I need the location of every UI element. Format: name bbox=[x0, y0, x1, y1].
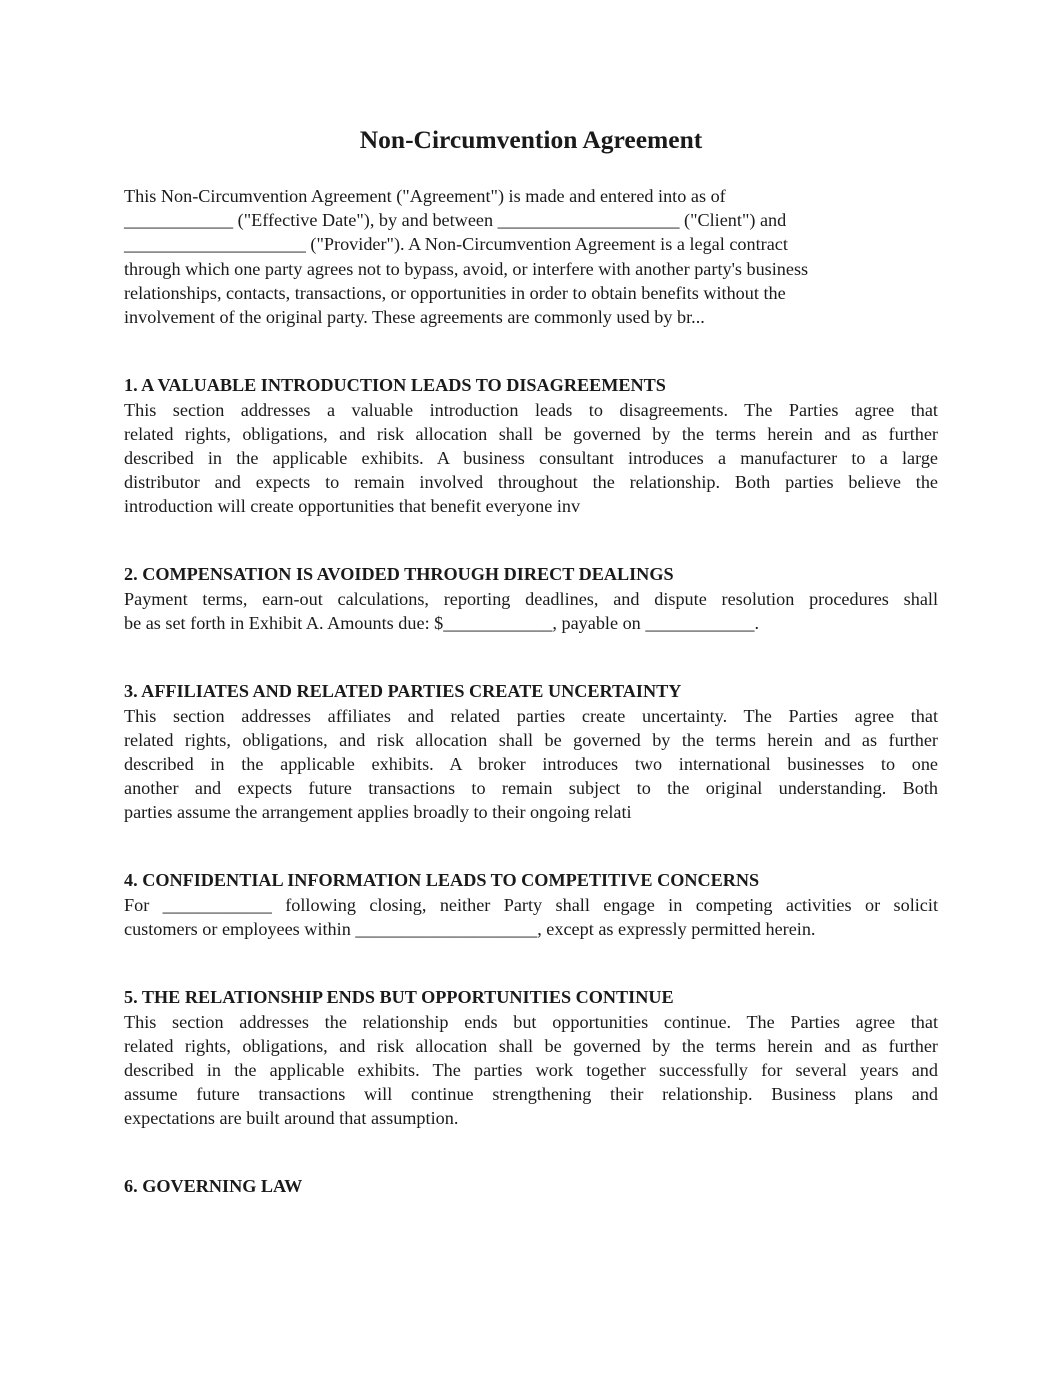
section-heading: 1. A VALUABLE INTRODUCTION LEADS TO DISAGREEMENTS bbox=[124, 375, 666, 396]
section-4 bbox=[124, 868, 938, 941]
section-6 bbox=[124, 1174, 938, 1198]
section-line: This section addresses affiliates and related parties create uncertainty. The Parties agree that bbox=[124, 706, 938, 727]
section-body bbox=[124, 704, 938, 824]
section-body bbox=[124, 893, 938, 941]
section-line: assume future transactions will continue strengthening their relationship. Business plans and bbox=[124, 1084, 938, 1105]
section-heading: 4. CONFIDENTIAL INFORMATION LEADS TO COMPETITIVE CONCERNS bbox=[124, 870, 760, 891]
section-line: be as set forth in Exhibit A. Amounts due: $____________, payable on ____________. bbox=[124, 613, 759, 634]
section-line: related rights, obligations, and risk allocation shall be governed by the terms herein and as further bbox=[124, 1036, 938, 1057]
section-line: distributor and expects to remain involved throughout the relationship. Both parties believe the bbox=[124, 472, 938, 493]
section-line: expectations are built around that assumption. bbox=[124, 1108, 459, 1129]
intro-line: involvement of the original party. These agreements are commonly used by br... bbox=[124, 307, 705, 328]
section-line: This section addresses a valuable introduction leads to disagreements. The Parties agree that bbox=[124, 400, 938, 421]
document-title: Non-Circumvention Agreement bbox=[359, 125, 703, 154]
intro-line: ____________________ ("Provider"). A Non-Circumvention Agreement is a legal contract bbox=[124, 234, 788, 255]
section-heading: 5. THE RELATIONSHIP ENDS BUT OPPORTUNITIES CONTINUE bbox=[124, 987, 674, 1008]
section-body bbox=[124, 398, 938, 518]
intro-line: ____________ ("Effective Date"), by and between ____________________ ("Client") and bbox=[124, 210, 787, 231]
section-line: related rights, obligations, and risk allocation shall be governed by the terms herein and as further bbox=[124, 730, 938, 751]
section-body bbox=[124, 587, 938, 635]
section-line: introduction will create opportunities that benefit everyone inv bbox=[124, 496, 581, 517]
intro-line: through which one party agrees not to bypass, avoid, or interfere with another party's business bbox=[124, 258, 809, 279]
section-heading: 6. GOVERNING LAW bbox=[124, 1176, 303, 1197]
section-line: For ____________ following closing, neither Party shall engage in competing activities or solicit bbox=[124, 895, 938, 916]
section-line: customers or employees within ____________________, except as expressly permitted herein. bbox=[124, 919, 816, 940]
intro-line: This Non-Circumvention Agreement ("Agreement") is made and entered into as of bbox=[124, 186, 726, 206]
section-heading: 3. AFFILIATES AND RELATED PARTIES CREATE UNCERTAINTY bbox=[124, 681, 682, 702]
section-body bbox=[124, 1010, 938, 1130]
section-3 bbox=[124, 679, 938, 824]
section-line: This section addresses the relationship ends but opportunities continue. The Parties agree that bbox=[124, 1012, 938, 1033]
intro-line: relationships, contacts, transactions, or opportunities in order to obtain benefits without the bbox=[124, 282, 786, 303]
section-line: Payment terms, earn-out calculations, reporting deadlines, and dispute resolution procedures shall bbox=[124, 589, 938, 610]
section-line: described in the applicable exhibits. A broker introduces two international businesses to one bbox=[124, 754, 938, 775]
document-page bbox=[124, 120, 938, 1199]
section-line: another and expects future transactions to remain subject to the original understanding. Both bbox=[124, 778, 938, 799]
section-heading: 2. COMPENSATION IS AVOIDED THROUGH DIRECT DEALINGS bbox=[124, 564, 674, 585]
section-1 bbox=[124, 373, 938, 518]
section-line: described in the applicable exhibits. A business consultant introduces a manufacturer to a large bbox=[124, 448, 938, 469]
section-line: described in the applicable exhibits. The parties work together successfully for several years and bbox=[124, 1060, 938, 1081]
section-line: related rights, obligations, and risk allocation shall be governed by the terms herein and as further bbox=[124, 424, 938, 445]
intro-paragraph bbox=[124, 184, 938, 329]
section-2 bbox=[124, 562, 938, 635]
section-line: parties assume the arrangement applies broadly to their ongoing relati bbox=[124, 802, 632, 823]
section-5 bbox=[124, 985, 938, 1130]
